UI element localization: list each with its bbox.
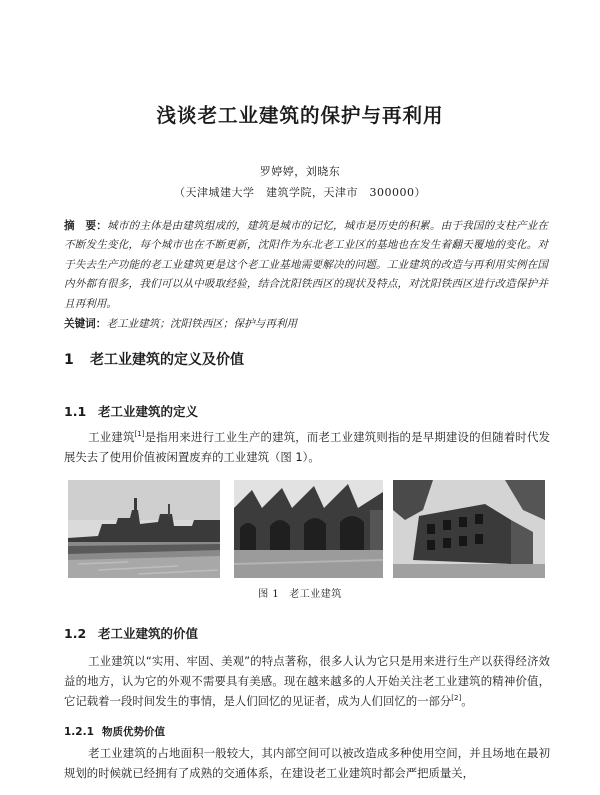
citation-ref[interactable]: [1] — [134, 430, 145, 438]
section-1-number: 1 — [64, 352, 74, 368]
keywords-label: 关键词： — [64, 318, 107, 330]
section-1-1-heading — [64, 402, 198, 420]
section-1-2-title: 老工业建筑的价值 — [98, 626, 199, 641]
photo-waterfront-factory — [68, 480, 220, 578]
section-1-title: 老工业建筑的定义及价值 — [90, 352, 244, 368]
para-text-start: 工业建筑 — [88, 430, 135, 444]
figure-1-caption — [0, 585, 600, 600]
para-text-end: 是指用来进行工业生产的建筑，而老工业建筑则指的是早期建设的但随着时代发展失去了使用价值被闲置废弃的工业建筑（图 1）。 — [64, 430, 550, 464]
figure-number: 图 1 — [258, 589, 280, 600]
section-1-1-number: 1.1 — [64, 404, 87, 419]
section-1-2-number: 1.2 — [64, 626, 87, 641]
section-1-2-1-heading — [64, 724, 165, 739]
photo-sawtooth-factory — [234, 480, 383, 578]
section-1-heading — [64, 349, 244, 369]
section-1-1-title: 老工业建筑的定义 — [98, 404, 199, 419]
abstract-label: 摘 要： — [64, 220, 108, 232]
keywords-text: 老工业建筑；沈阳铁西区；保护与再利用 — [106, 318, 298, 330]
para-text-end: 。 — [461, 694, 473, 708]
keywords — [64, 315, 548, 333]
figure-1 — [68, 480, 545, 578]
paper-authors: 罗婷婷，刘晓东 — [259, 165, 341, 178]
abstract — [64, 217, 548, 314]
section-1-2-paragraph — [64, 651, 550, 711]
figure-caption-text: 老工业建筑 — [289, 589, 342, 600]
photo-brick-warehouse — [393, 480, 545, 578]
paper-title: 浅谈老工业建筑的保护与再利用 — [156, 104, 444, 127]
section-1-2-1-number: 1.2.1 — [64, 726, 94, 738]
section-1-1-paragraph — [64, 427, 550, 467]
para-text: 老工业建筑的占地面积一般较大，其内部空间可以被改造成多种使用空间，并且场地在最初规划的时候就已经拥有了成熟的交通体系，在建设老工业建筑时都会严把质量关， — [64, 746, 550, 780]
section-1-2-1-paragraph — [64, 743, 550, 783]
section-1-2-1-title: 物质优势价值 — [102, 726, 165, 738]
para-text-start: 工业建筑以“实用、牢固、美观”的特点著称，很多人认为它只是用来进行生产以获得经济效益的地方，认为它的外观不需要具有美感。现在越来越多的人开始关注老工业建筑的精神价值，它记载着一段时间发生的事情，是人们回忆的见证者，成为人们回忆的一部分 — [64, 654, 550, 708]
citation-ref[interactable]: [2] — [451, 694, 462, 702]
section-1-2-heading — [64, 624, 198, 642]
abstract-text: 城市的主体是由建筑组成的，建筑是城市的记忆，城市是历史的积累。由于我国的支柱产业在不断发生变化，每个城市也在不断更新，沈阳作为东北老工业区的基地也在发生着翻天覆地的变化。对于失去生产功能的老工业建筑更是这个老工业基地需要解决的问题。工业建筑的改造与再利用实例在国内外都有很多，我们可以从中吸取经验，结合沈阳铁西区的现状及特点，对沈阳铁西区进行改造保护并且再利用。 — [64, 220, 549, 310]
paper-affiliation: （天津城建大学 建筑学院，天津市 300000） — [174, 186, 426, 199]
